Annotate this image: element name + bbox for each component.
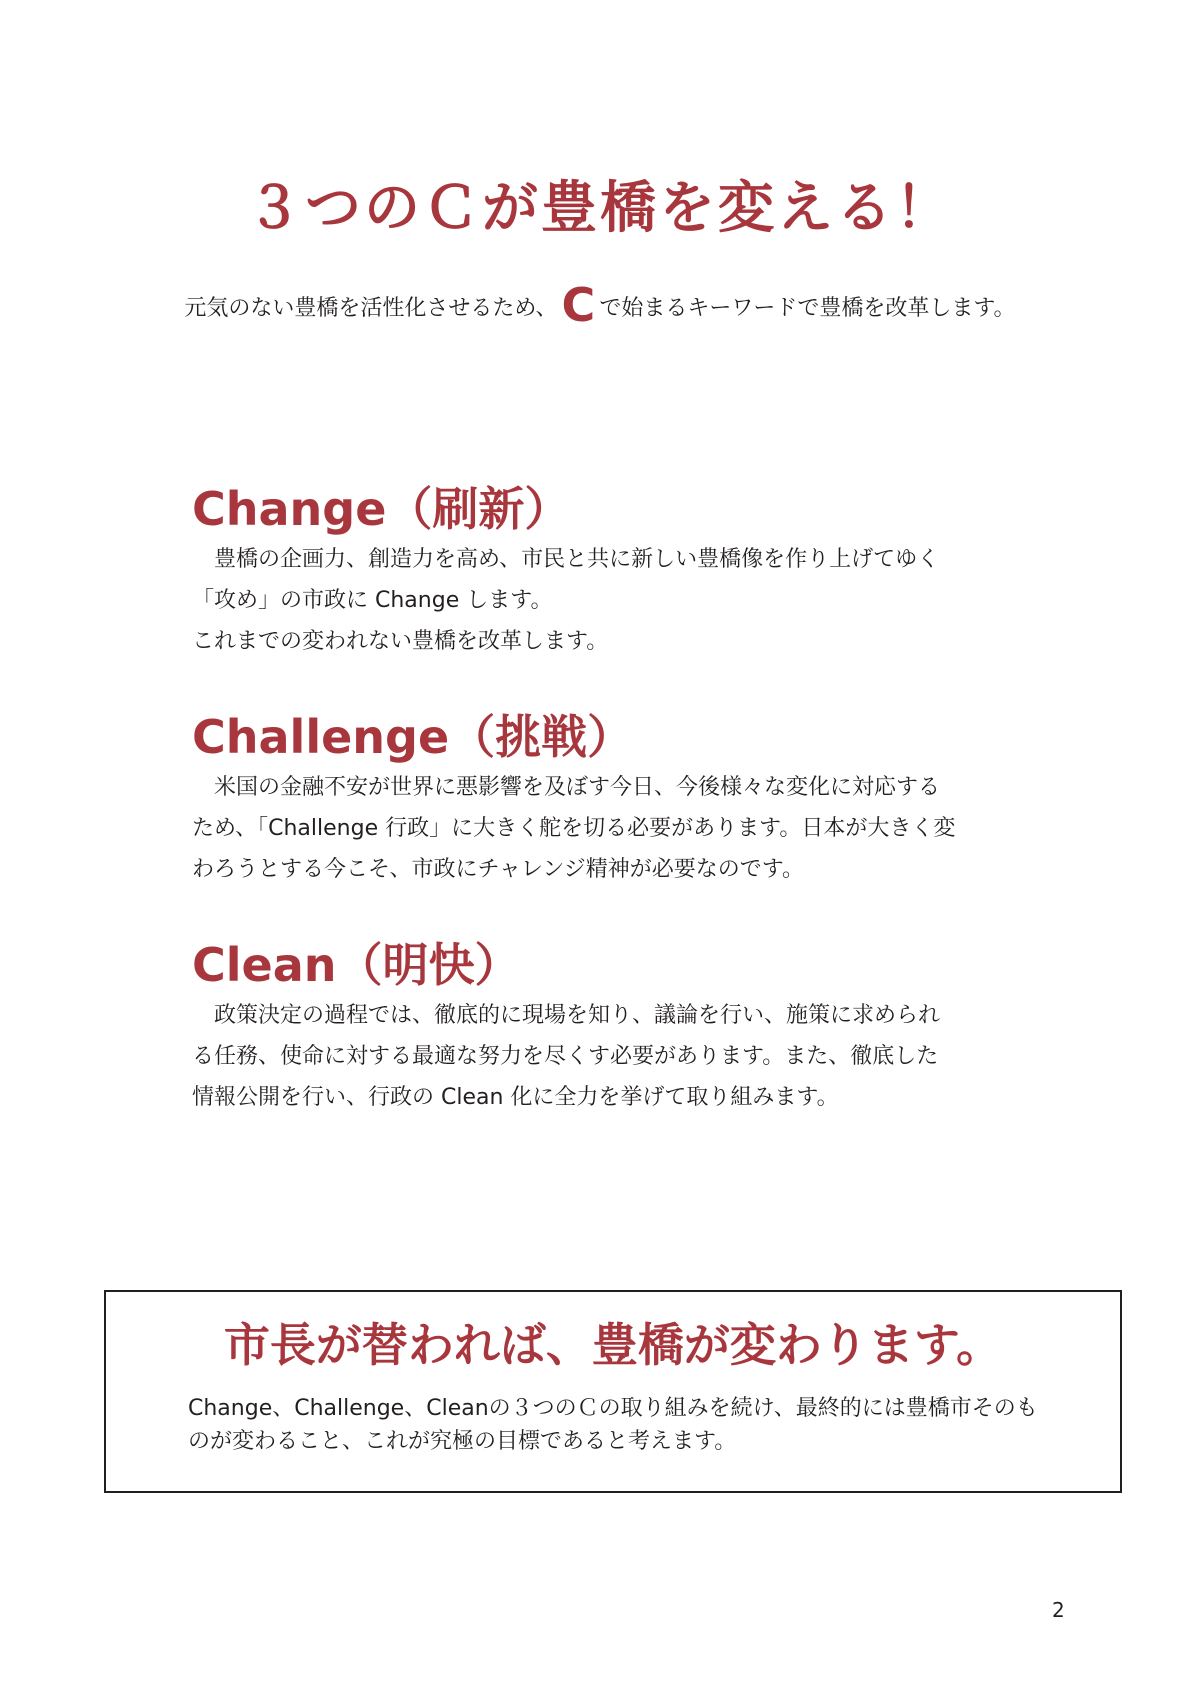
- summary-callout-box: [104, 1290, 1122, 1493]
- section-heading-clean: Clean（明快）: [192, 938, 521, 992]
- page-title: ３つのＣが豊橋を変える！: [246, 175, 954, 241]
- intro-line: [0, 278, 1200, 332]
- intro-text-before: 元気のない豊橋を活性化させるため、: [184, 296, 558, 321]
- callout-body: Change、Challenge、Cleanの３つのＣの取り組みを続け、最終的には豊橋市そのものが変わること、これが究極の目標であると考えます。: [188, 1396, 1038, 1454]
- section-body-clean: 政策決定の過程では、徹底的に現場を知り、議論を行い、施策に求められ る任務、使命に対する最適な努力を尽くす必要があります。また、徹底した 情報公開を行い、行政の Clean 化に全力を挙げて取り組みます。: [192, 1002, 941, 1110]
- section-change: [192, 484, 1032, 662]
- section-clean: [192, 940, 1032, 1118]
- intro-text-after: で始まるキーワードで豊橋を改革します。: [599, 296, 1016, 321]
- section-challenge: [192, 712, 1032, 890]
- section-body-change: 豊橋の企画力、創造力を高め、市民と共に新しい豊橋像を作り上げてゆく 「攻め」の市政に Change します。 これまでの変われない豊橋を改革します。: [192, 546, 940, 654]
- page-number: 2: [1052, 1598, 1065, 1622]
- section-heading-challenge: Challenge（挑戦）: [192, 710, 634, 764]
- intro-highlight-letter: C: [561, 278, 596, 332]
- callout-title: 市長が替われば、豊橋が変わります。: [223, 1318, 1003, 1372]
- section-body-challenge: 米国の金融不安が世界に悪影響を及ぼす今日、今後様々な変化に対応する ため、「Challenge 行政」に大きく舵を切る必要があります。日本が大きく変 わろうとする今こそ、市政にチャレンジ精神が必要なのです。: [192, 774, 956, 882]
- section-heading-change: Change（刷新）: [192, 482, 571, 536]
